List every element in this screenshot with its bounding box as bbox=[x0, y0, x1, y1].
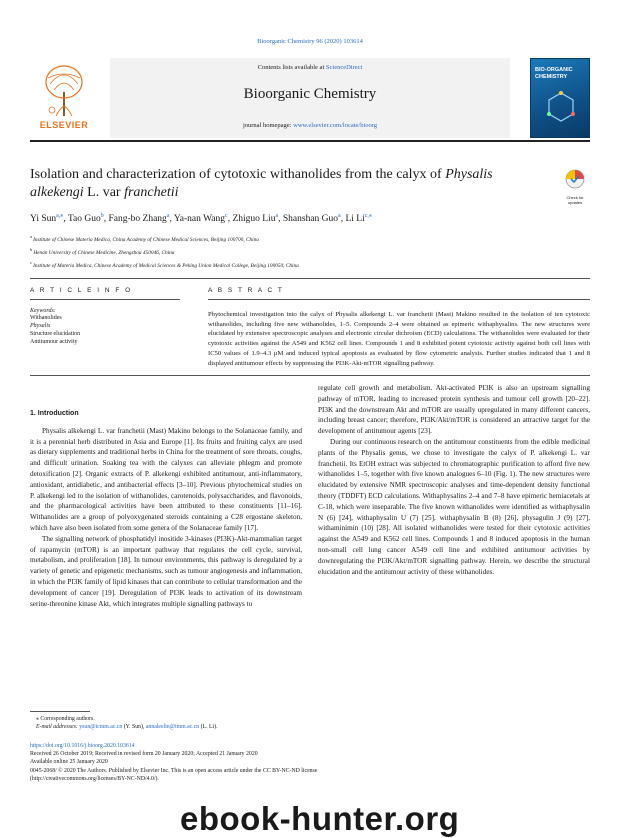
author-name[interactable]: Zhiguo Liu bbox=[232, 214, 276, 225]
footnote-rule bbox=[30, 711, 90, 712]
abstract-rule bbox=[208, 299, 590, 300]
journal-reference[interactable]: Bioorganic Chemistry 96 (2020) 103614 bbox=[257, 38, 363, 45]
homepage-prefix: journal homepage: bbox=[242, 122, 294, 129]
article-info-rule bbox=[30, 299, 180, 300]
intro-paragraph: During our continuous research on the antitumour constituents from the edible medicinal plants of the Physalis genus, we chose to investigate the calyx of P. alkekengi L. var franchetii. Its EtOH extract was subjected to chromatographic purification to afford five new withanolides 1–5, together with five known analogues 6–10 (Fig. 1). The new structures were elucidated by extensive NMR spectroscopic analyses and time-dependent density functional theory (TDDFT) ECD calculations. Withaphysalins 2–4 and 7–8 have epimeric hemiacetals at C-18, which were inseparable. The five known withanolides were identified as withaphysalin N (6) [24], withaphysalin U (7) [25], withaphysalin B (8) [26], physagulin J (9) [27], withaminimin (10) [28]. All isolated withanolides were tested for their cytotoxic activities against the A549 and K562 cell lines. Compounds 1 and 8 induced apoptosis in the human non-small cell lung cancer A549 cell line and exhibited antitumour activities by downregulating the PI3K/Akt/mTOR signalling pathway. Herein, we describe the structural elucidation and the antitumour activity of these withanolides. bbox=[318, 437, 590, 576]
affiliation-text: Institute of Materia Medica, Chinese Academy of Medical Sciences & Peking Union Medical College, Beijing 100050, China bbox=[33, 262, 299, 269]
info-rule bbox=[30, 278, 590, 279]
email-link[interactable]: annaleelin@imm.ac.cn bbox=[145, 724, 200, 731]
watermark: ebook-hunter.org bbox=[180, 800, 460, 837]
affiliations bbox=[30, 232, 590, 270]
right-column bbox=[318, 383, 590, 577]
elsevier-logo[interactable] bbox=[36, 62, 92, 132]
journal-title: Bioorganic Chemistry bbox=[243, 86, 377, 102]
crossmark-line1: Check for bbox=[566, 195, 584, 200]
keywords-label: Keywords: bbox=[30, 308, 56, 314]
keyword: Withanolides bbox=[30, 315, 62, 321]
author-name[interactable]: Ya-nan Wang bbox=[173, 214, 226, 225]
affiliation-marker: a bbox=[30, 234, 34, 239]
cover-title: BIO-ORGANIC CHEMISTRY bbox=[535, 67, 573, 80]
email-label: E-mail addresses: bbox=[36, 724, 80, 731]
keyword: Structure elucidation bbox=[30, 331, 81, 337]
email-owner: (Y. Sun), bbox=[122, 724, 146, 731]
affiliation bbox=[30, 245, 590, 258]
title-part1: Isolation and characterization of cytotoxic withanolides from the calyx of bbox=[30, 167, 442, 182]
crossmark-line2: updates bbox=[567, 200, 583, 205]
author-name[interactable]: Shanshan Guo bbox=[282, 214, 339, 225]
author-affiliation-marker[interactable]: c bbox=[225, 213, 228, 219]
journal-homepage bbox=[110, 122, 510, 129]
intro-paragraph: The signalling network of phosphatidyl inositide 3-kinases (PI3K)-Akt-mammalian target of rapamycin (mTOR) is an important pathway that regulates the cell cycle, survival, metabolism, and proliferation [18]. In tumour environments, this pathway is deregulated by a variety of genetic and epigenetic mechanisms, such as tumour angiogenesis and inflammation, in which the PI3K family of lipid kinases that can contribute to cellular transformation and the development of cancer [19]. Deregulation of PI3K leads to activation of its downstream serine-threonine kinase Akt, which integrates multiple signalling pathways to bbox=[30, 534, 302, 608]
header-rule bbox=[30, 140, 590, 142]
journal-cover[interactable] bbox=[530, 58, 590, 138]
intro-paragraph: Physalis alkekengi L. var franchetii (Mast) Makino belongs to the Solanaceae family, and it is a perennial herb distributed in Asia and Europe [1]. Its fruits and fruiting calyx are used as dietary supplements and traditional herbs in China for the treatment of sore throats, coughs, and difficult urination. Soaking tea with the calyxes can alleviate phlegm and promote detoxification [2]. Organic extracts of P. alkekengi exhibited antitumour, anti-inflammatory, antioxidant, antidiabetic, and antibacterial effects [3–10]. Previous phytochemical studies on P. alkekengi led to the isolation of withanolides, carotenoids, polysaccharides, and flavonoids, and the pharmacological activities have been attributed to these constituents [11–16]. Withanolides are a group of polyoxygenated steroids containing a C28 ergostane skeleton, which have also been isolated from some genera of the Solanaceae family [17]. bbox=[30, 426, 302, 532]
author-affiliation-marker[interactable]: a,⁎ bbox=[56, 213, 64, 219]
doi-link[interactable]: https://doi.org/10.1016/j.bioorg.2020.103614 bbox=[30, 743, 135, 749]
elsevier-tree-icon bbox=[42, 62, 86, 118]
available-online: Available online 25 January 2020 bbox=[30, 759, 108, 766]
keyword: Antitumour activity bbox=[30, 339, 78, 345]
email-line bbox=[36, 723, 590, 731]
contents-line bbox=[110, 64, 510, 71]
publication-info bbox=[30, 742, 590, 783]
author-name[interactable]: Li Li bbox=[345, 214, 365, 225]
homepage-link[interactable]: www.elsevier.com/locate/bioorg bbox=[293, 122, 378, 129]
email-link[interactable]: ysun@icmm.ac.cn bbox=[79, 724, 123, 731]
author-affiliation-marker[interactable]: a bbox=[166, 213, 170, 219]
received-dates: Received 26 October 2019; Received in revised form 20 January 2020; Accepted 21 January 2020 bbox=[30, 751, 258, 758]
check-for-updates-badge[interactable] bbox=[560, 168, 590, 205]
left-column bbox=[30, 409, 302, 609]
publisher-name: ELSEVIER bbox=[39, 120, 89, 130]
author-list: Yi Sun$^{a,⁎}$, Tao Guo$^b$, Fang-bo Zhang$^a$, Ya-nan Wang$^c$, Zhiguo Liu$^a$, Shanshan Guo$^a$, Li $Li^{c,⁎}$ bbox=[30, 213, 372, 225]
license-text: 0045-2068/ © 2020 The Authors. Published by Elsevier Inc. This is an open access article under the CC BY-NC-ND license bbox=[30, 767, 318, 774]
journal-banner bbox=[110, 58, 510, 138]
author-affiliation-marker[interactable]: b bbox=[100, 213, 104, 219]
keyword: Physalis bbox=[30, 323, 51, 329]
abstract-bottom-rule bbox=[30, 375, 590, 376]
crossmark-label bbox=[560, 195, 590, 205]
molecule-icon bbox=[541, 89, 581, 129]
abstract-text: Phytochemical investigation into the calyx of Physalis alkekengi L. var franchetii (Mast) Makino resulted in the isolation of ten cytotoxic withanolides, including five new withanolides, 1–5. Compounds 2–4 were obtained as epimeric withaphysalins. The new structures were elucidated by extensive spectroscopic analyses and electronic circular dichroism (ECD) calculations. The withanolides were evaluated for their cytotoxic activities against the A549 and K562 cell lines. Compounds 1 and 8 exhibited potent cytotoxic activity against both cell lines with IC50 values of 1.9–4.3 μM and induced typical apoptosis as evaluated by flow cytometric analysis. Further studies indicated that 1 and 8 displayed antitumour effects by suppressing the PI3K-Akt-mTOR signalling pathway. bbox=[208, 311, 590, 367]
affiliation bbox=[30, 232, 590, 245]
contents-prefix: Contents lists available at bbox=[257, 64, 326, 71]
section-heading: 1. Introduction bbox=[30, 410, 79, 417]
title-mid: L. var bbox=[83, 185, 125, 200]
corresponding-authors: ⁎ Corresponding authors. bbox=[36, 716, 95, 722]
author-affiliation-marker[interactable]: a bbox=[275, 213, 279, 219]
author-affiliation-marker[interactable]: c,⁎ bbox=[364, 213, 372, 219]
author-name[interactable]: Yi Sun bbox=[30, 214, 57, 225]
affiliation bbox=[30, 258, 590, 271]
article-info-heading: A R T I C L E I N F O bbox=[30, 287, 133, 294]
crossmark-icon bbox=[560, 168, 590, 190]
keywords-block bbox=[30, 308, 190, 346]
affiliation-marker: c bbox=[30, 259, 34, 265]
affiliation-text: Institute of Chinese Materia Medica, China Academy of Chinese Medical Sciences, Beijing 100700, China bbox=[33, 236, 259, 243]
author-affiliation-marker[interactable]: a bbox=[338, 213, 341, 219]
title-species: Physalis alkekengi bbox=[30, 167, 493, 200]
affiliation-marker: b bbox=[30, 246, 34, 252]
email-owner: (L. Li). bbox=[199, 724, 218, 731]
corresponding-note bbox=[36, 715, 590, 731]
masthead bbox=[30, 58, 590, 138]
license-url[interactable]: (http://creativecommons.org/licenses/BY-NC-ND/4.0/). bbox=[30, 775, 159, 782]
affiliation-text: Henan University of Chinese Medicine, Zhengzhou 450046, China bbox=[33, 249, 175, 256]
sciencedirect-link[interactable]: ScienceDirect bbox=[325, 64, 363, 71]
intro-paragraph: regulate cell growth and metabolism. Akt-activated PI3K is also an upstream signalling pathway of mTOR, leading to increased protein synthesis and tumour cell growth [20–22]. PI3K and the downstream Akt and mTOR are usually upregulated in many different cancers, including breast cancer; therefore, PI3K/Akt/mTOR is considered an attractive target for the development of antitumour agents [23]. bbox=[318, 384, 590, 436]
title-variety: franchetii bbox=[124, 185, 179, 200]
article-title bbox=[30, 166, 500, 202]
author-name[interactable]: Fang-bo Zhang bbox=[108, 214, 167, 225]
abstract-heading: A B S T R A C T bbox=[208, 287, 284, 294]
author-name[interactable]: Tao Guo bbox=[67, 214, 101, 225]
